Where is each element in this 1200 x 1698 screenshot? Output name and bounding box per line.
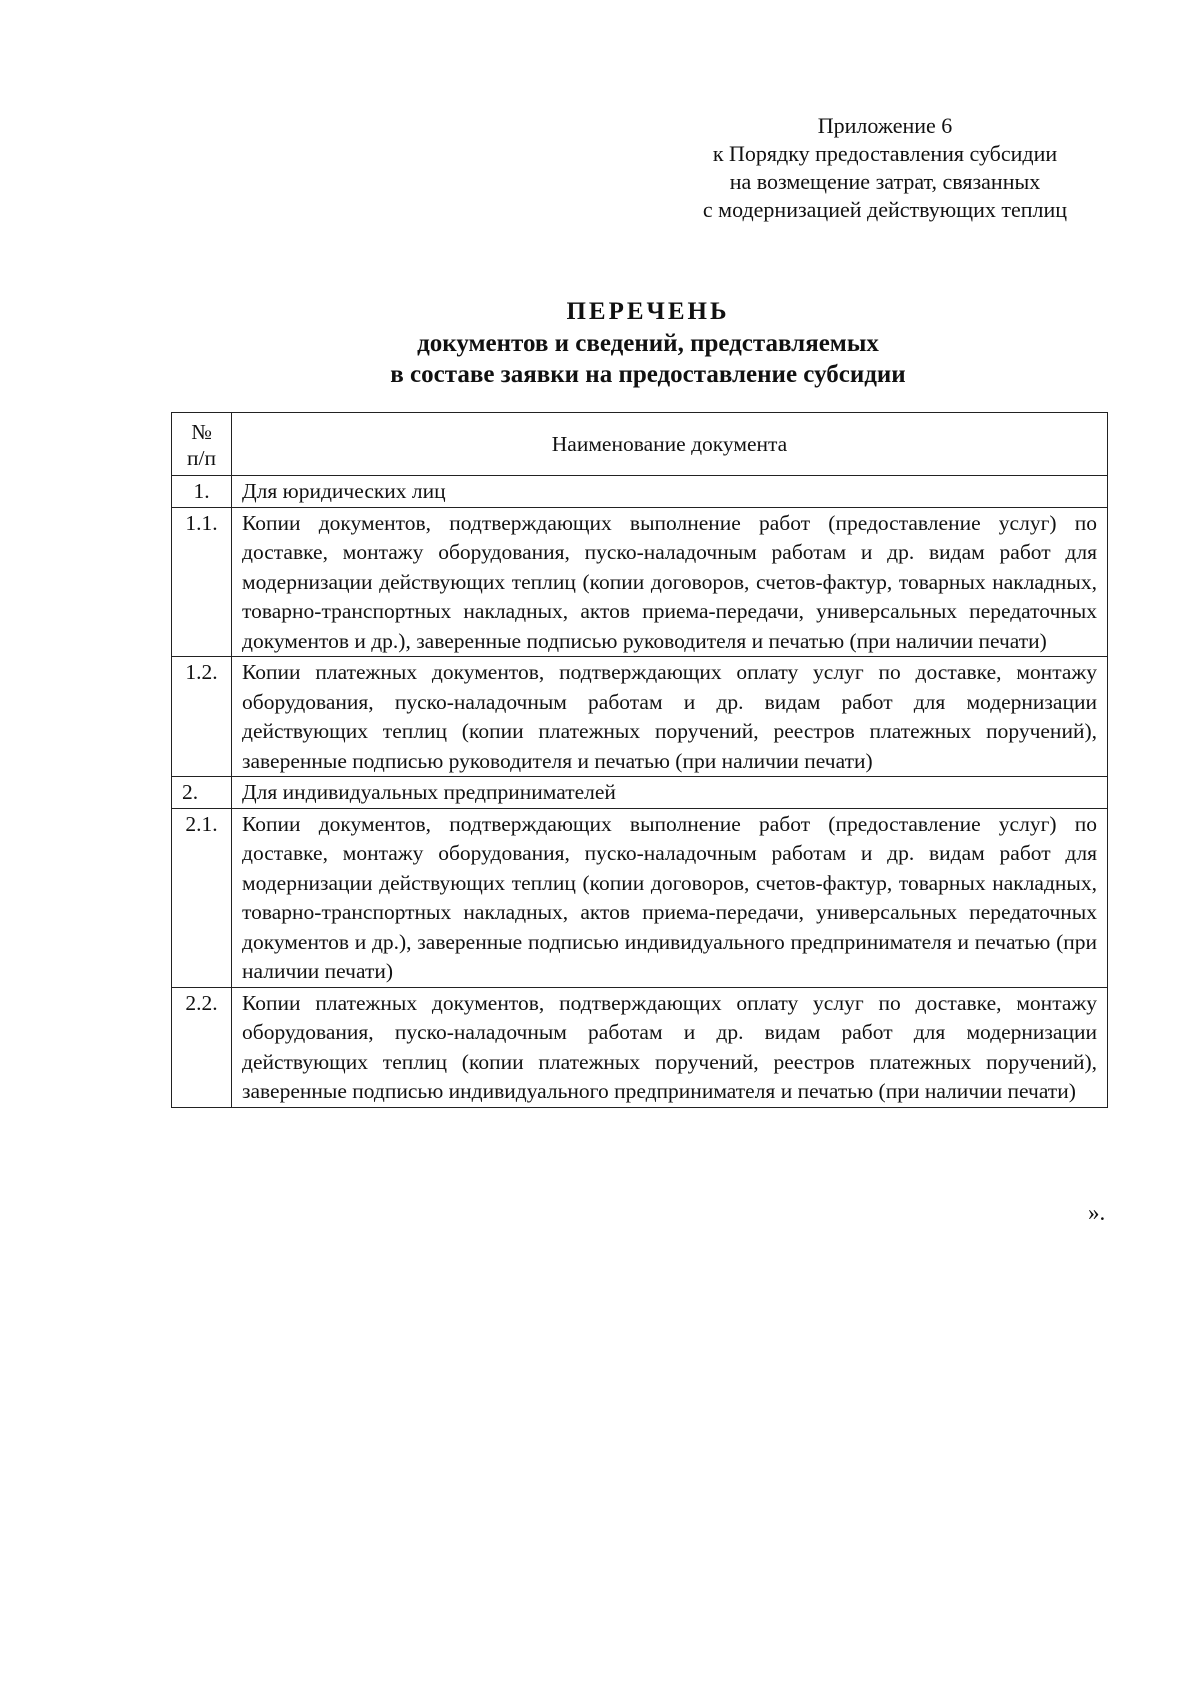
header-number-abbr: п/п [187,446,216,470]
row-number: 1. [172,476,232,508]
row-text: Копии документов, подтверждающих выполнение работ (предоставление услуг) по доставке, монтажу оборудования, пуско-наладочным работам и др. видам работ для модернизации действующих теплиц (копии договоров, счетов-фактур, товарных накладных, товарно-транспортных накладных, актов приема-передачи, универсальных передаточных документов и др.), заверенные подписью руководителя и печатью (при наличии печати) [232,507,1108,657]
row-text: Копии платежных документов, подтверждающих оплату услуг по доставке, монтажу оборудования, пуско-наладочным работам и др. видам работ для модернизации действующих теплиц (копии платежных поручений, реестров платежных поручений), заверенные подписью индивидуального предпринимателя и печатью (при наличии печати) [232,987,1108,1107]
row-number: 1.2. [172,657,232,777]
table-row [172,476,1108,508]
appendix-line-3: на возмещение затрат, связанных [729,169,1041,194]
table-row [172,657,1108,777]
title-main: ПЕРЕЧЕНЬ [566,298,730,325]
title-line-2: документов и сведений, представляемых [417,330,879,357]
row-text: Копии платежных документов, подтверждающих оплату услуг по доставке, монтажу оборудования, пуско-наладочным работам и др. видам работ для модернизации действующих теплиц (копии платежных поручений, реестров платежных поручений), заверенные подписью руководителя и печатью (при наличии печати) [232,657,1108,777]
closing-quote-mark: ». [1088,1200,1106,1225]
row-text: Для индивидуальных предпринимателей [232,777,1108,809]
appendix-line-4: с модернизацией действующих теплиц [702,197,1068,222]
header-number-symbol: № [191,420,212,444]
title-line-3: в составе заявки на предоставление субсидии [390,361,906,388]
table-row [172,507,1108,657]
header-document-name: Наименование документа [232,413,1108,476]
row-number: 2. [172,777,232,809]
appendix-reference [660,112,1110,224]
document-title [0,296,1200,390]
row-number: 2.1. [172,808,232,987]
header-number [172,413,232,476]
table-row [172,808,1108,987]
table-row [172,987,1108,1107]
appendix-line-1: Приложение 6 [817,113,953,138]
row-text: Для юридических лиц [232,476,1108,508]
documents-table [171,412,1108,1108]
row-number: 2.2. [172,987,232,1107]
row-text: Копии документов, подтверждающих выполнение работ (предоставление услуг) по доставке, монтажу оборудования, пуско-наладочным работам и др. видам работ для модернизации действующих теплиц (копии договоров, счетов-фактур, товарных накладных, товарно-транспортных накладных, актов приема-передачи, универсальных передаточных документов и др.), заверенные подписью индивидуального предпринимателя и печатью (при наличии печати) [232,808,1108,987]
table-row [172,777,1108,809]
row-number: 1.1. [172,507,232,657]
table-header-row [172,413,1108,476]
appendix-line-2: к Порядку предоставления субсидии [712,141,1058,166]
